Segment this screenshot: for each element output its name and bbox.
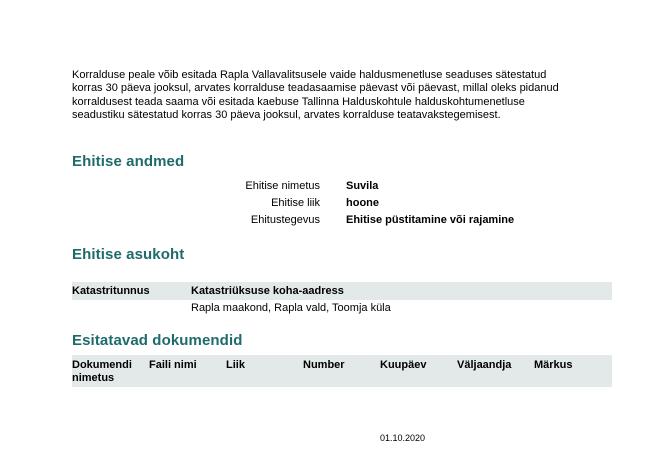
section-title-location: Ehitise asukoht — [72, 246, 185, 263]
column-header-type: Liik — [226, 359, 245, 371]
appeal-notice-paragraph: Korralduse peale võib esitada Rapla Vallavalitsusele vaide haldusmenetluse seaduses sätestatud korras 30 päeva jooksul, arvates korralduse teadasaamise päevast või päevast, millal oleks pidanud korraldusest teada saama või esitada kaebuse Tallinna Halduskohtule halduskohtumenetluse seadustiku sätestatud korras 30 päeva jooksul, arvates korralduse teatavakstegemisest. — [72, 69, 559, 122]
documents-table-header — [72, 355, 612, 387]
column-header-file-name: Faili nimi — [149, 359, 197, 371]
row-value: hoone — [346, 196, 379, 209]
footer-date: 01.10.2020 — [380, 433, 426, 443]
building-data-row — [72, 177, 612, 194]
column-header-address: Katastriüksuse koha-aadress — [191, 285, 344, 297]
column-header-date: Kuupäev — [380, 359, 427, 371]
row-label: Ehitustegevus — [250, 213, 320, 226]
column-header-document-name: Dokumendi nimetus — [72, 359, 132, 384]
column-header-issuer: Väljaandja — [457, 359, 512, 371]
section-title-documents: Esitatavad dokumendid — [72, 332, 243, 349]
building-data-row — [72, 194, 612, 211]
column-header-number: Number — [303, 359, 345, 371]
location-address-cell: Rapla maakond, Rapla vald, Toomja küla — [191, 302, 391, 314]
location-table-header — [72, 282, 612, 300]
row-label: Ehitise liik — [271, 196, 320, 209]
column-header-cadastre-code: Katastritunnus — [72, 285, 150, 297]
row-value: Ehitise püstitamine või rajamine — [346, 213, 515, 226]
building-data-table — [72, 177, 612, 228]
column-header-remark: Märkus — [534, 359, 573, 371]
building-data-row — [72, 211, 612, 228]
section-title-building-data: Ehitise andmed — [72, 153, 185, 170]
row-value: Suvila — [346, 179, 379, 192]
row-label: Ehitise nimetus — [245, 179, 320, 192]
